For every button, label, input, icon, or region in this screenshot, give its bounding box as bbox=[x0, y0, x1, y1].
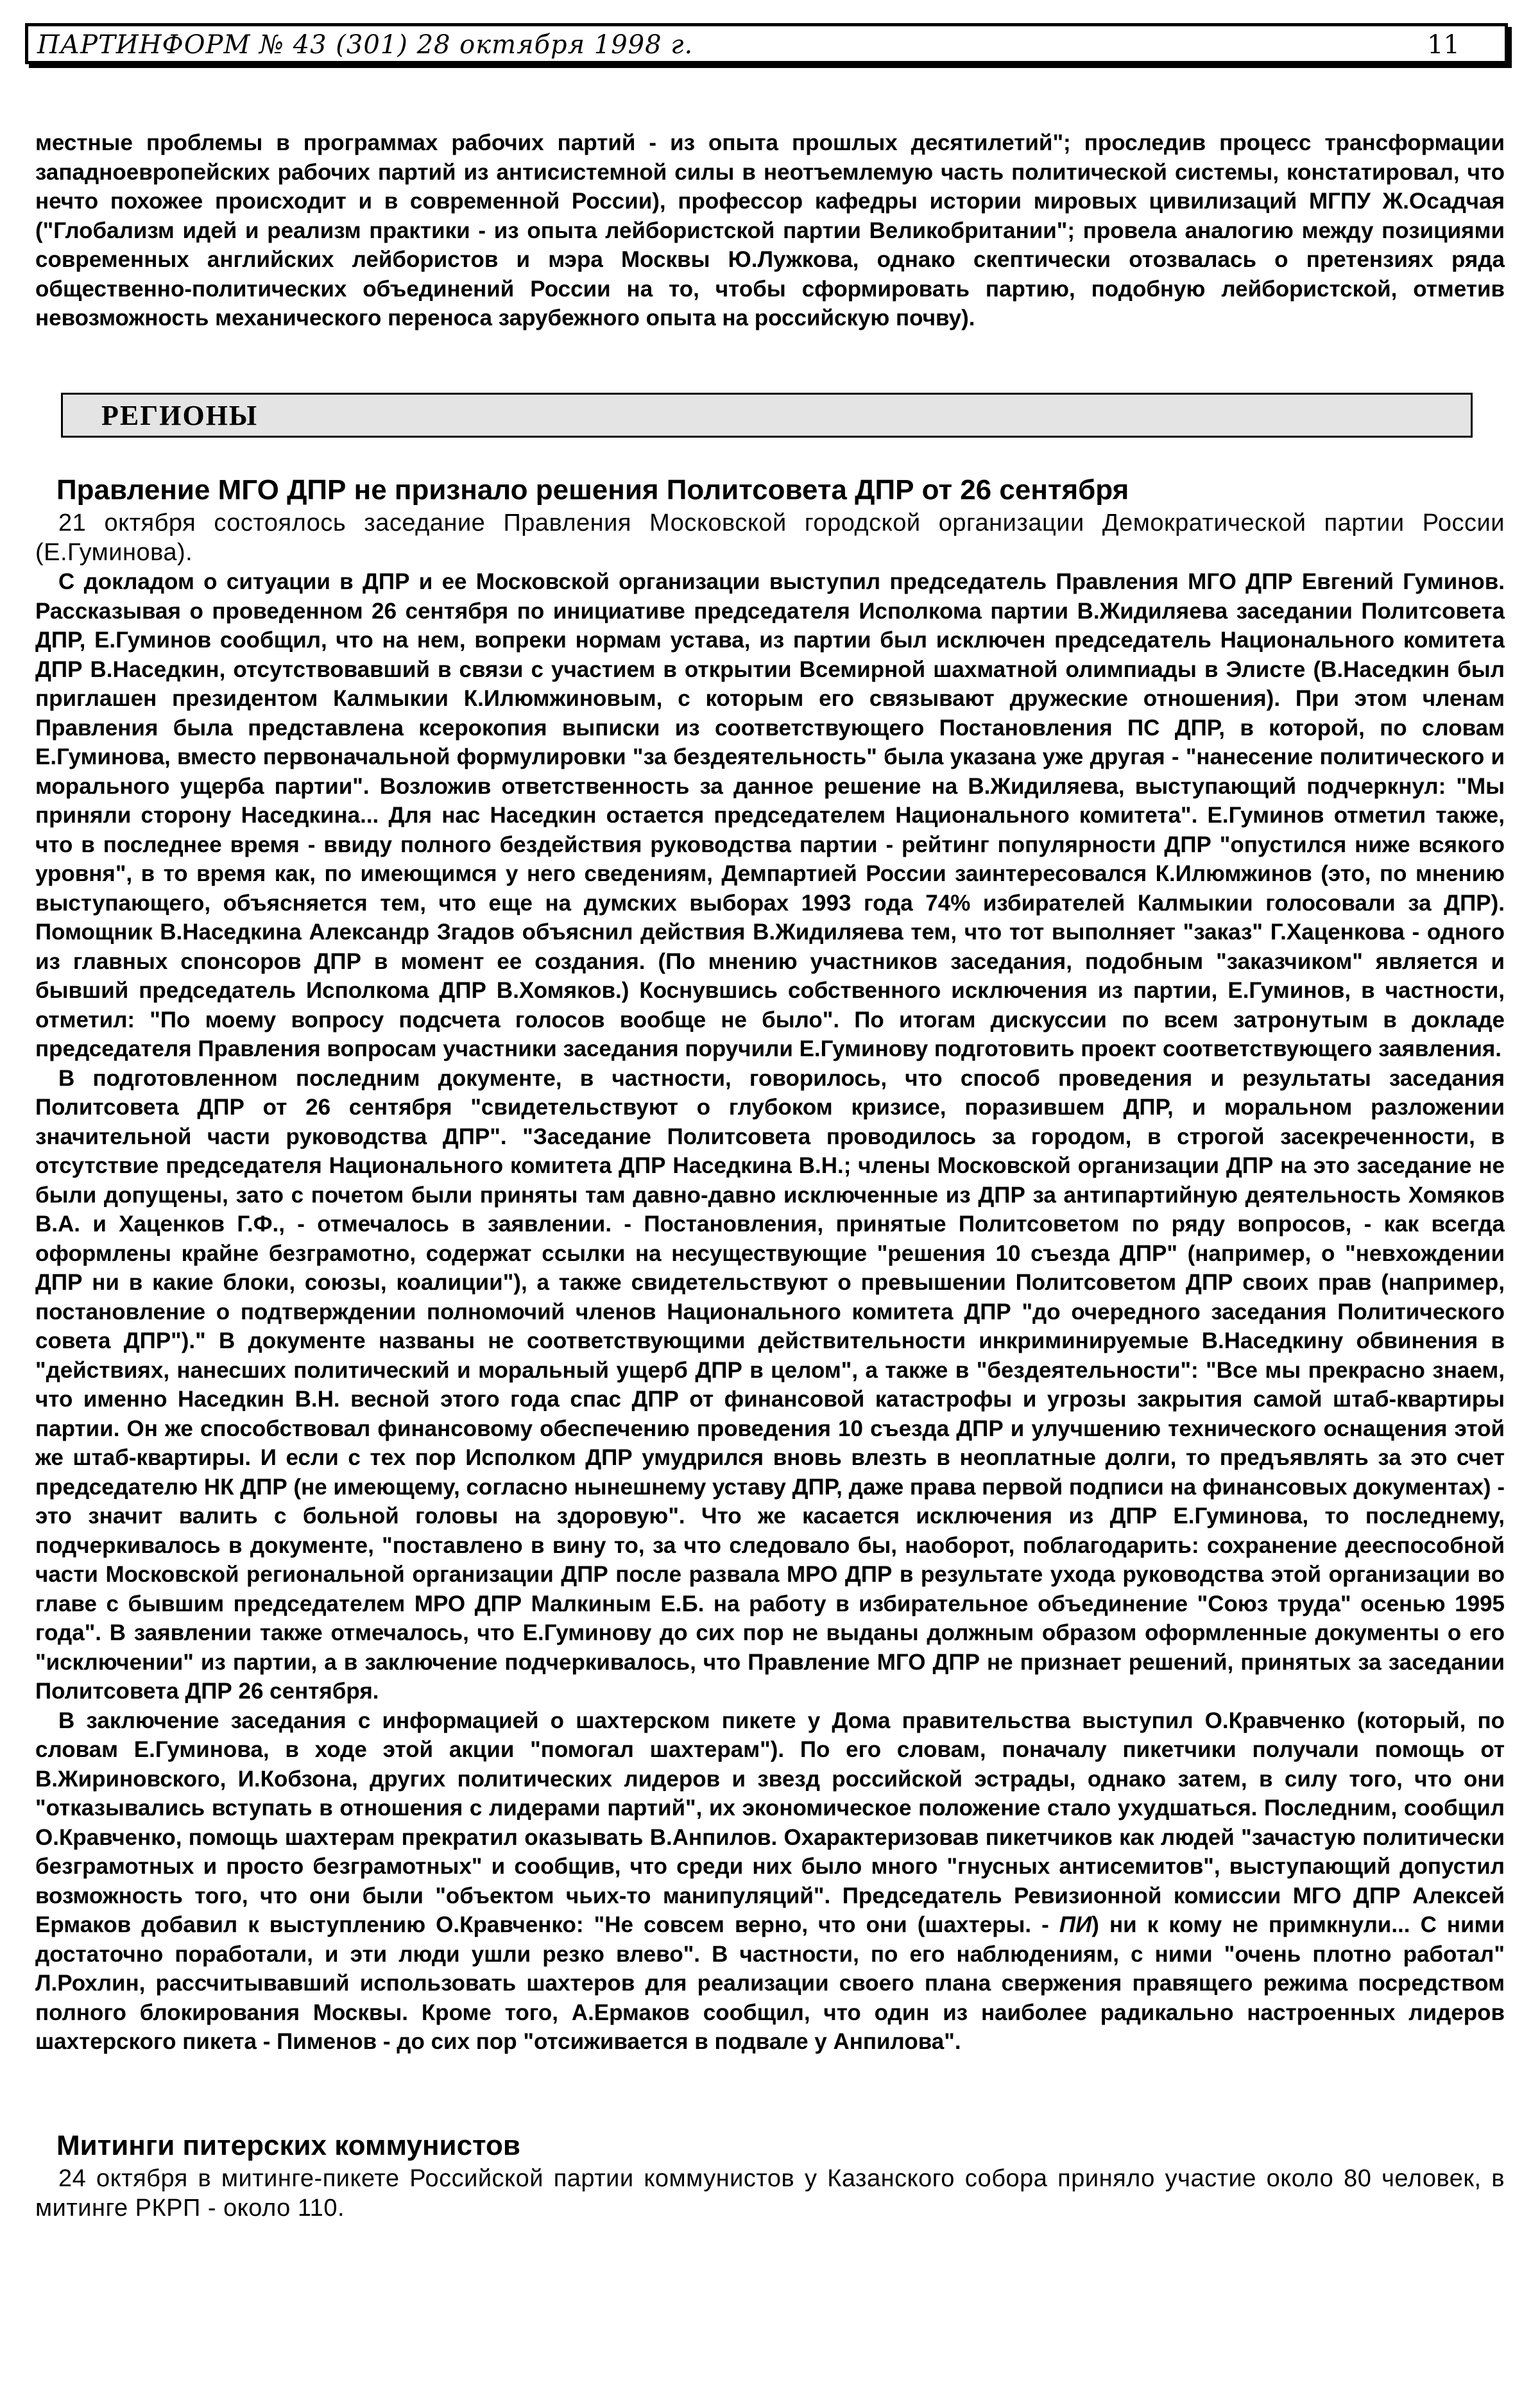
page-header bbox=[25, 23, 1508, 64]
article-title-mgo-dpr: Правление МГО ДПР не признало решения Политсовета ДПР от 26 сентября bbox=[56, 474, 1129, 506]
section-label: РЕГИОНЫ bbox=[101, 400, 259, 431]
section-banner bbox=[61, 393, 1473, 438]
article-paragraph-3 bbox=[35, 1706, 1505, 2057]
article-paragraph-1: С докладом о ситуации в ДПР и ее Московской организации выступил председатель Правления МГО ДПР Евгений Гуминов. Рассказывая о проведенном 26 сентября по инициативе председателя Исполкома партии В.Жидиляева заседании Политсовета ДПР, Е.Гуминов сообщил, что на нем, вопреки нормам устава, из партии был исключен председатель Национального комитета ДПР В.Наседкин, отсутствовавший в связи с участием в открытии Всемирной шахматной олимпиады в Элисте (В.Наседкин был приглашен президентом Калмыкии К.Илюмжиновым, с которым его связывают дружеские отношения). При этом членам Правления была представлена ксерокопия выписки из соответствующего Постановления ПС ДПР, в которой, по словам Е.Гуминова, вместо первоначальной формулировки "за бездеятельность" была указана уже другая - "нанесение политического и морального ущерба партии". Возложив ответственность за данное решение на В.Жидиляева, выступающий подчеркнул: "Мы приняли сторону Наседкина... Для нас Наседкин остается председателем Национального комитета". Е.Гуминов отметил также, что в последнее время - ввиду полного бездействия руководства партии - рейтинг популярности ДПР "опустился ниже всякого уровня", в то время как, по имеющимся у него сведениям, Демпартией России заинтересовался К.Илюмжинов (это, по мнению выступающего, объясняется тем, что еще на думских выборах 1993 года 74% избирателей Калмыкии голосовали за ДПР). Помощник В.Наседкина Александр Згадов объяснил действия В.Жидиляева тем, что тот выполняет "заказ" Г.Хаценкова - одного из главных спонсоров ДПР в момент ее создания. (По мнению участников заседания, подобным "заказчиком" является и бывший председатель Исполкома ДПР В.Хомяков.) Коснувшись собственного исключения из партии, Е.Гуминов, в частности, отметил: "По моему вопросу подсчета голосов вообще не было". По итогам дискуссии по всем затронутым в докладе председателя Правления вопросам участники заседания поручили Е.Гуминову подготовить проект соответствующего заявления. bbox=[35, 569, 1505, 1061]
article-communists-text: 24 октября в митинге-пикете Российской партии коммунистов у Казанского собора приняло участие около 80 человек, в митинге РКРП - около 110. bbox=[35, 2165, 1505, 2222]
article-title-communists: Митинги питерских коммунистов bbox=[56, 2130, 520, 2161]
article-paragraph-2: В подготовленном последним документе, в частности, говорилось, что способ проведения и результаты заседания Политсовета ДПР от 26 сентября "свидетельствуют о глубоком кризисе, поразившем ДПР, и моральном разложении значительной части руководства ДПР". "Заседание Политсовета проводилось за городом, в строгой засекреченности, в отсутствие председателя Национального комитета ДПР Наседкина В.Н.; члены Московской организации ДПР на это заседание не были допущены, зато с почетом были приняты там давно-давно исключенные из ДПР за антипартийную деятельность Хомяков В.А. и Хаценков Г.Ф., - отмечалось в заявлении. - Постановления, принятые Политсоветом по ряду вопросов, - как всегда оформлены крайне безграмотно, содержат ссылки на несуществующие "решения 10 съезда ДПР" (например, о "невхождении ДПР ни в какие блоки, союзы, коалиции"), а также свидетельствуют о превышении Политсоветом ДПР своих прав (например, постановление о подтверждении полномочий членов Национального комитета ДПР "до очередного заседания Политического совета ДПР")." В документе названы не соответствующими действительности инкриминируемые В.Наседкину обвинения в "действиях, нанесших политический и моральный ущерб ДПР в целом", а также в "бездеятельности": "Все мы прекрасно знаем, что именно Наседкин В.Н. весной этого года спас ДПР от финансовой катастрофы и угрозы закрытия самой штаб-квартиры партии. Он же способствовал финансовому обеспечению проведения 10 съезда ДПР и улучшению технического оснащения этой же штаб-квартиры. И если с тех пор Исполком ДПР умудрился вновь влезть в неоплатные долги, то предъявлять за это счет председателю НК ДПР (не имеющему, согласно нынешнему уставу ДПР, даже права первой подписи на финансовых документах) - это значит валить с больной головы на здоровую". Что же касается исключения из ДПР Е.Гуминова, то последнему, подчеркивалось в документе, "поставлено в вину то, за что следовало бы, наоборот, поблагодарить: сохранение дееспособной части Московской региональной организации ДПР после развала МРО ДПР в результате ухода руководства этой организации во главе с бывшим председателем МРО ДПР Малкиным Е.Б. на работу в избирательное объединение "Союз труда" осенью 1995 года". В заявлении также отмечалось, что Е.Гуминову до сих пор не выданы должным образом оформленные документы о его "исключении" из партии, а в заключение подчеркивалось, что Правление МГО ДПР не признает решений, принятых за заседании Политсовета ДПР 26 сентября. bbox=[35, 1065, 1505, 1704]
article-communists bbox=[35, 2164, 1505, 2223]
paragraph-3-part-1: В заключение заседания с информацией о шахтерском пикете у Дома правительства выступил О.Кравченко (который, по словам Е.Гуминова, в ходе этой акции "помогал шахтерам"). По его словам, поначалу пикетчики получали помощь от В.Жириновского, И.Кобзона, других политических лидеров и звезд российской эстрады, однако затем, в силу того, что они "отказывались вступать в отношения с лидерами партий", их экономическое положение стало ухудшаться. Последним, сообщил О.Кравченко, помощь шахтерам прекратил оказывать В.Анпилов. Охарактеризовав пикетчиков как людей "зачастую политически безграмотных и просто безграмотных" и сообщив, что среди них было много "гнусных антисемитов", выступающий допустил возможность того, что они были "объектом чьих-то манипуляций". Председатель Ревизионной комиссии МГО ДПР Алексей Ермаков добавил к выступлению О.Кравченко: "Не совсем верно, что они (шахтеры. - bbox=[35, 1708, 1505, 1937]
page-number: 11 bbox=[1427, 30, 1460, 60]
article-mgo-dpr bbox=[35, 508, 1505, 2057]
editor-abbreviation: ПИ bbox=[1059, 1912, 1092, 1937]
article-lead: 21 октября состоялось заседание Правления Московской городской организации Демократической партии России (Е.Гуминова). bbox=[35, 510, 1505, 566]
intro-block bbox=[35, 128, 1505, 333]
intro-paragraph: местные проблемы в программах рабочих партий - из опыта прошлых десятилетий"; проследив процесс трансформации западноевропейских рабочих партий из антисистемной силы в неотъемлемую часть политической системы, констатировал, что нечто похожее происходит и в современной России), профессор кафедры истории мировых цивилизаций МГПУ Ж.Осадчая ("Глобализм идей и реализм практики - из опыта лейбористской партии Великобритании"; провела аналогию между позициями современных английских лейбористов и мэра Москвы Ю.Лужкова, однако скептически отозвалась о претензиях ряда общественно-политических объединений России на то, чтобы сформировать партию, подобную лейбористской, отметив невозможность механического переноса зарубежного опыта на российскую почву). bbox=[35, 130, 1505, 330]
paragraph-3-part-2: ) ни к кому не примкнули... С ними достаточно поработали, и эти люди ушли резко влево". В частности, по его наблюдениям, с ними "очень плотно работал" Л.Рохлин, рассчитывавший использовать шахтеров для реализации своего плана свержения правящего режима посредством полного блокирования Москвы. Кроме того, А.Ермаков сообщил, что один из наиболее радикально настроенных лидеров шахтерского пикета - Пименов - до сих пор "отсиживается в подвале у Анпилова". bbox=[35, 1912, 1505, 2054]
publication-title: ПАРТИНФОРМ № 43 (301) 28 октября 1998 г. bbox=[37, 30, 694, 60]
